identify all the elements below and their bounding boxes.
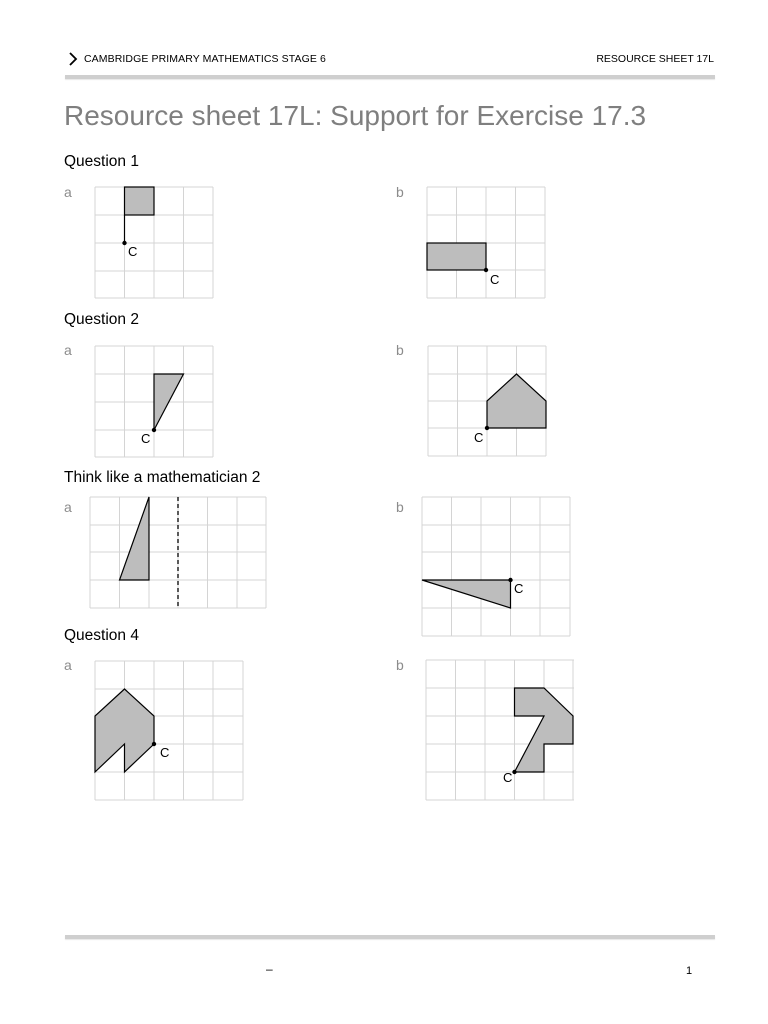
footer-divider <box>65 935 715 939</box>
centre-label: C <box>128 244 138 259</box>
centre-point <box>484 268 488 272</box>
chevron-right-icon <box>66 51 80 67</box>
centre-point <box>508 578 512 582</box>
centre-label: C <box>503 770 513 785</box>
page-title: Resource sheet 17L: Support for Exercise 17.3 <box>64 100 647 131</box>
centre-label: C <box>474 430 484 445</box>
think-part-a-label: a <box>64 499 72 515</box>
q1b-grid-figure <box>427 187 546 299</box>
centre-point <box>152 742 156 746</box>
page-number: 1 <box>686 965 693 977</box>
question-1-part-a-label: a <box>64 184 72 200</box>
question-1-part-b-label: b <box>396 184 404 200</box>
arrow-shape <box>515 688 574 772</box>
centre-label: C <box>514 581 524 596</box>
question-4-heading: Question 4 <box>64 627 139 644</box>
q2b-grid-figure <box>428 346 547 458</box>
centre-label: C <box>141 431 151 446</box>
flag-shape <box>125 187 155 215</box>
grid <box>422 497 570 636</box>
header-divider <box>65 75 715 79</box>
question-2-part-a-label: a <box>64 342 72 358</box>
q4a-grid-figure <box>95 661 244 801</box>
pentagon-shape <box>487 374 546 428</box>
centre-point <box>152 428 156 432</box>
centre-label: C <box>160 745 170 760</box>
question-4-part-b-label: b <box>396 657 404 673</box>
arrow-shape <box>95 689 154 772</box>
q4b-grid-figure <box>426 660 575 800</box>
q2a-grid-figure <box>95 346 214 458</box>
think-b-grid-figure <box>422 497 571 637</box>
triangle-shape <box>422 580 511 608</box>
question-4-part-a-label: a <box>64 657 72 673</box>
footer-mark: – <box>266 962 273 976</box>
think-a-grid-figure <box>90 497 267 609</box>
header-series-title: CAMBRIDGE PRIMARY MATHEMATICS STAGE 6 <box>84 53 326 65</box>
rectangle-shape <box>427 243 486 270</box>
centre-point <box>122 241 126 245</box>
question-2-part-b-label: b <box>396 342 404 358</box>
think-part-b-label: b <box>396 499 404 515</box>
centre-point <box>485 426 489 430</box>
question-1-heading: Question 1 <box>64 153 139 170</box>
question-2-heading: Question 2 <box>64 311 139 328</box>
centre-label: C <box>490 272 500 287</box>
think-like-a-mathematician-heading: Think like a mathematician 2 <box>64 469 261 486</box>
q1a-grid-figure <box>95 187 214 299</box>
triangle-shape <box>120 497 150 580</box>
centre-point <box>512 770 516 774</box>
header-sheet-label: RESOURCE SHEET 17L <box>596 53 714 65</box>
